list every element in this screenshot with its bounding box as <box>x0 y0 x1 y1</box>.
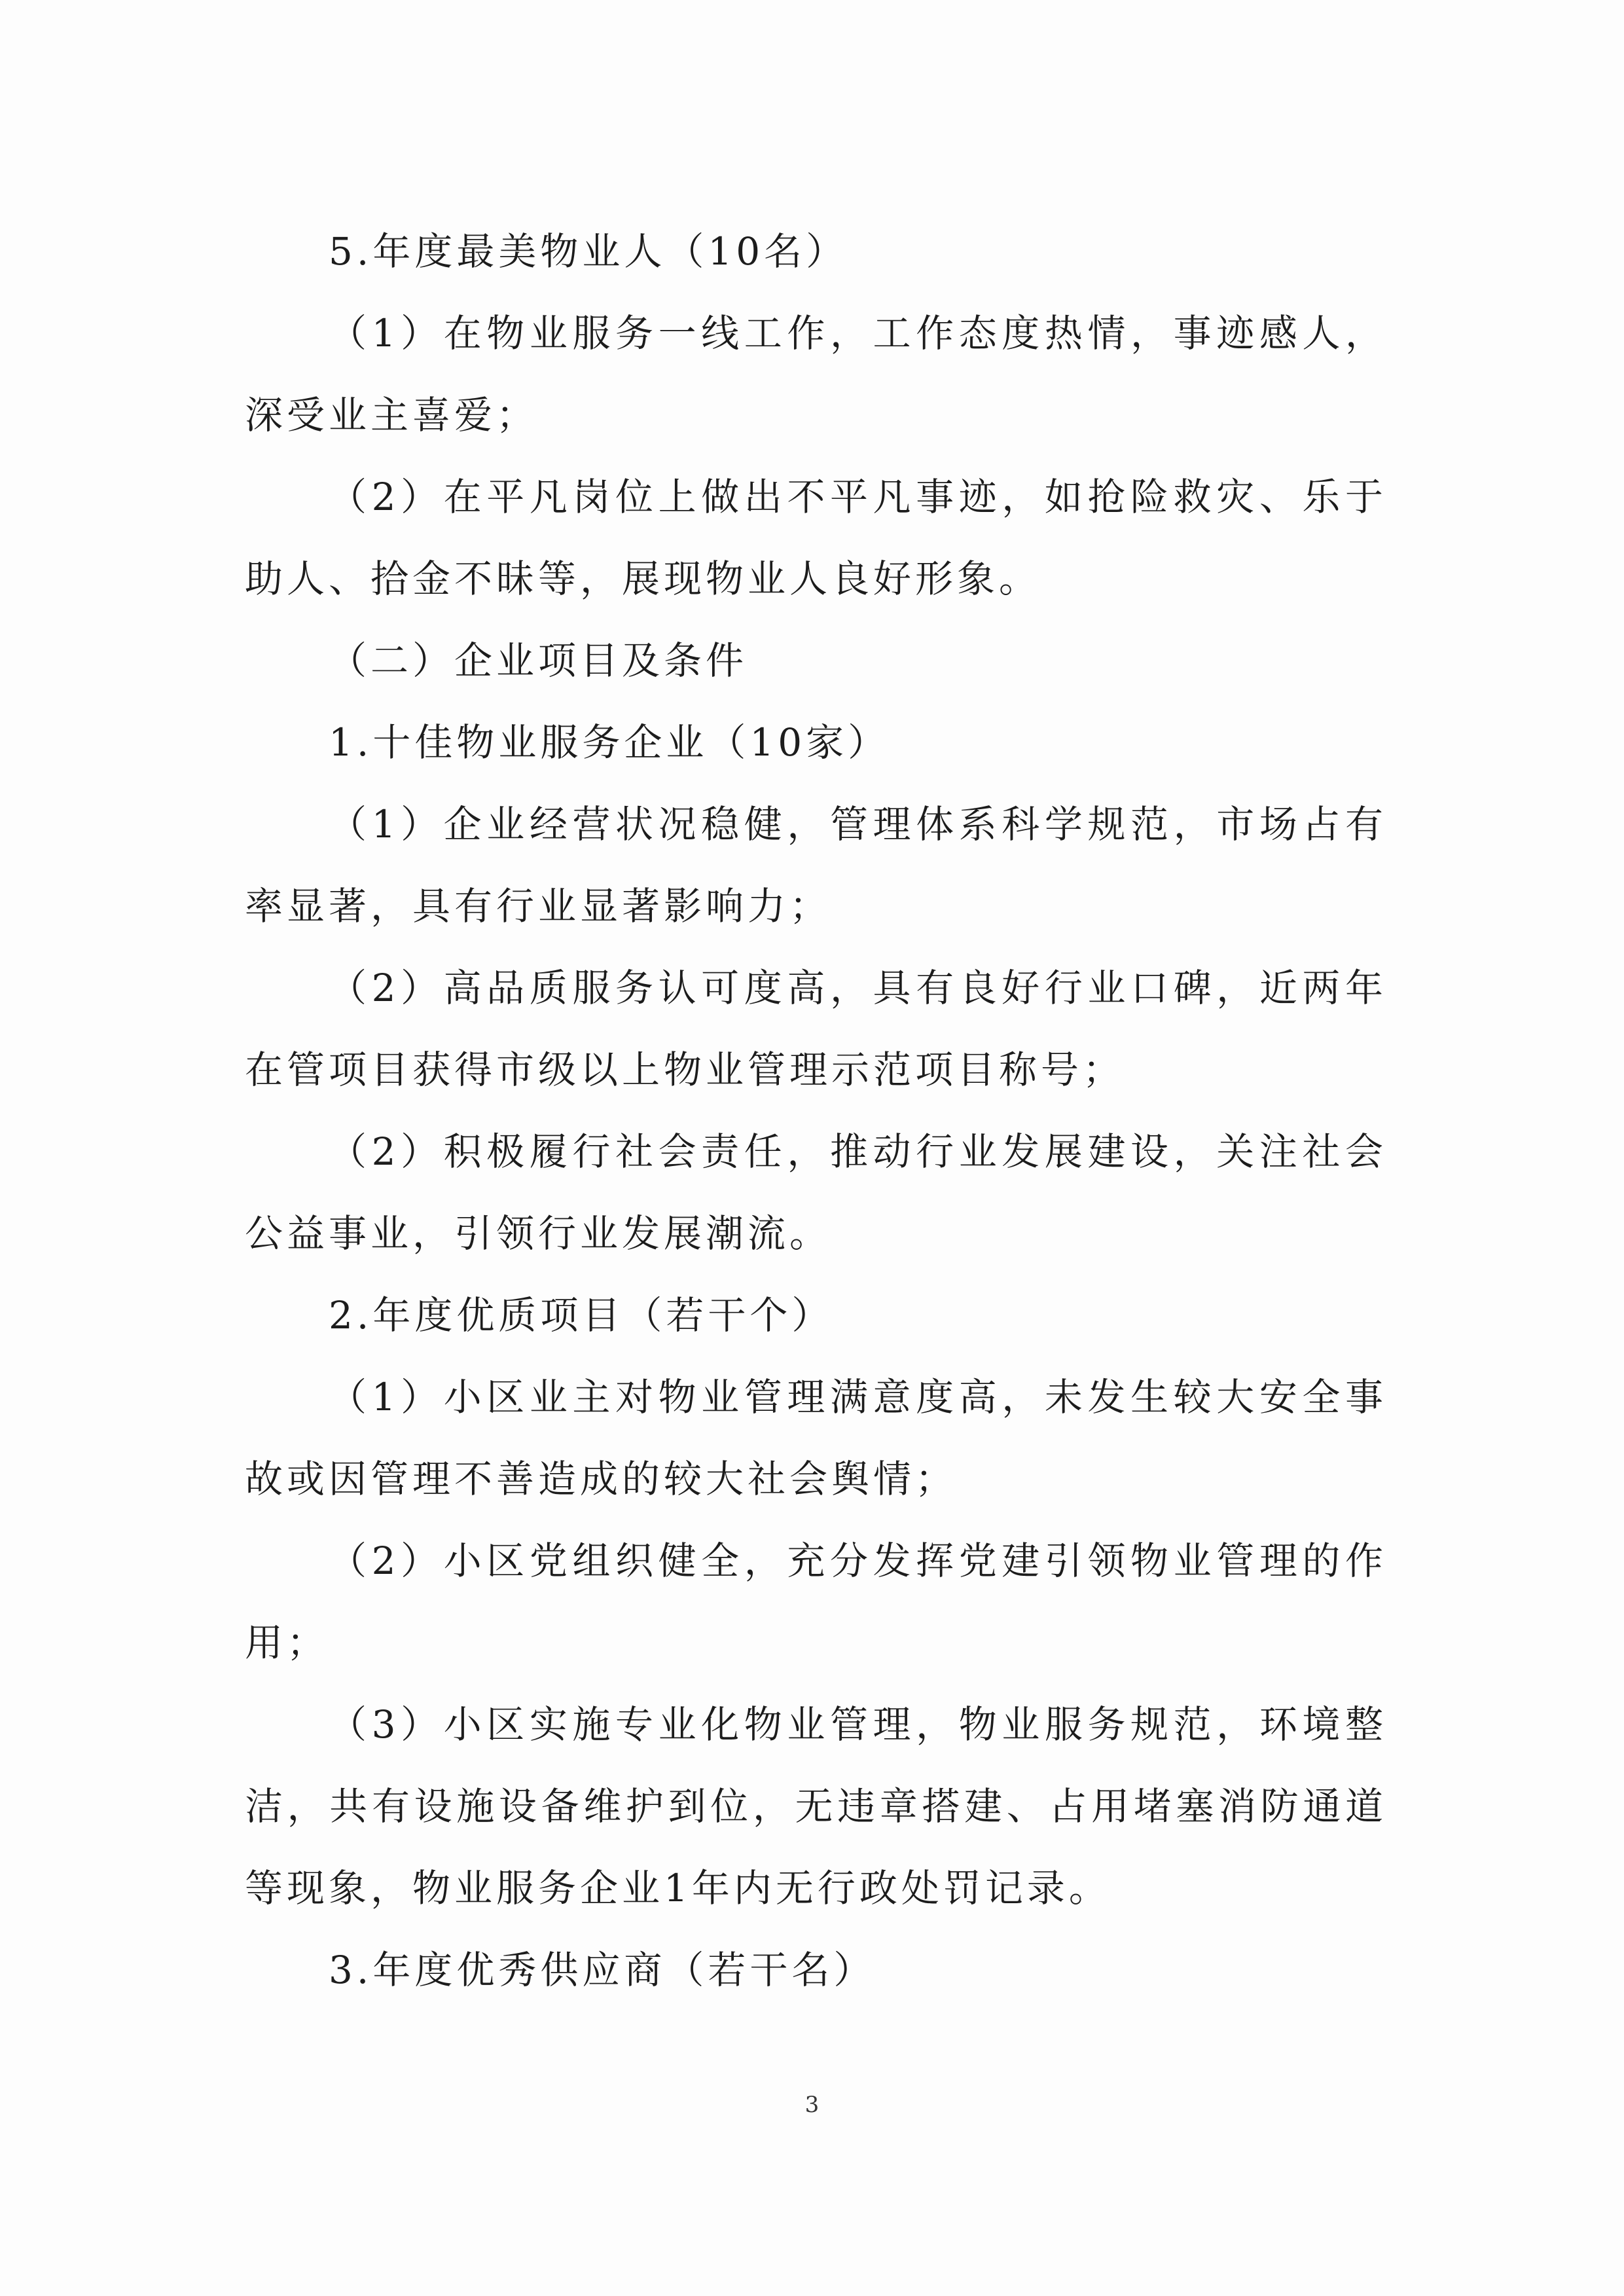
criteria-item: （2）在平凡岗位上做出不平凡事迹，如抢险救灾、乐于助人、拾金不昧等，展现物业人良好形象。 <box>245 475 1387 601</box>
section-heading: （二）企业项目及条件 <box>329 638 748 683</box>
section-heading: 5.年度最美物业人（10名） <box>329 229 848 274</box>
section-heading: 3.年度优秀供应商（若干名） <box>329 1948 876 1992</box>
criteria-item: （2）高品质服务认可度高，具有良好行业口碑，近两年在管项目获得市级以上物业管理示范项目称号； <box>245 966 1387 1092</box>
section-heading: 2.年度优质项目（若干个） <box>329 1293 834 1338</box>
criteria-item: （1）小区业主对物业管理满意度高，未发生较大安全事故或因管理不善造成的较大社会舆情； <box>245 1375 1387 1501</box>
criteria-item: （2）小区党组织健全，充分发挥党建引领物业管理的作用； <box>245 1539 1387 1665</box>
section-heading: 1.十佳物业服务企业（10家） <box>329 720 890 765</box>
criteria-item: （1）企业经营状况稳健，管理体系科学规范，市场占有率显著，具有行业显著影响力； <box>245 802 1387 928</box>
criteria-item: （2）积极履行社会责任，推动行业发展建设，关注社会公益事业，引领行业发展潮流。 <box>245 1129 1387 1256</box>
criteria-item: （3）小区实施专业化物业管理，物业服务规范，环境整洁，共有设施设备维护到位，无违章搭建、占用堵塞消防通道等现象，物业服务企业1年内无行政处罚记录。 <box>245 1702 1387 1910</box>
criteria-item: （1）在物业服务一线工作，工作态度热情，事迹感人，深受业主喜爱； <box>245 311 1387 437</box>
page-number: 3 <box>804 2092 820 2118</box>
document-body <box>245 211 1387 2011</box>
